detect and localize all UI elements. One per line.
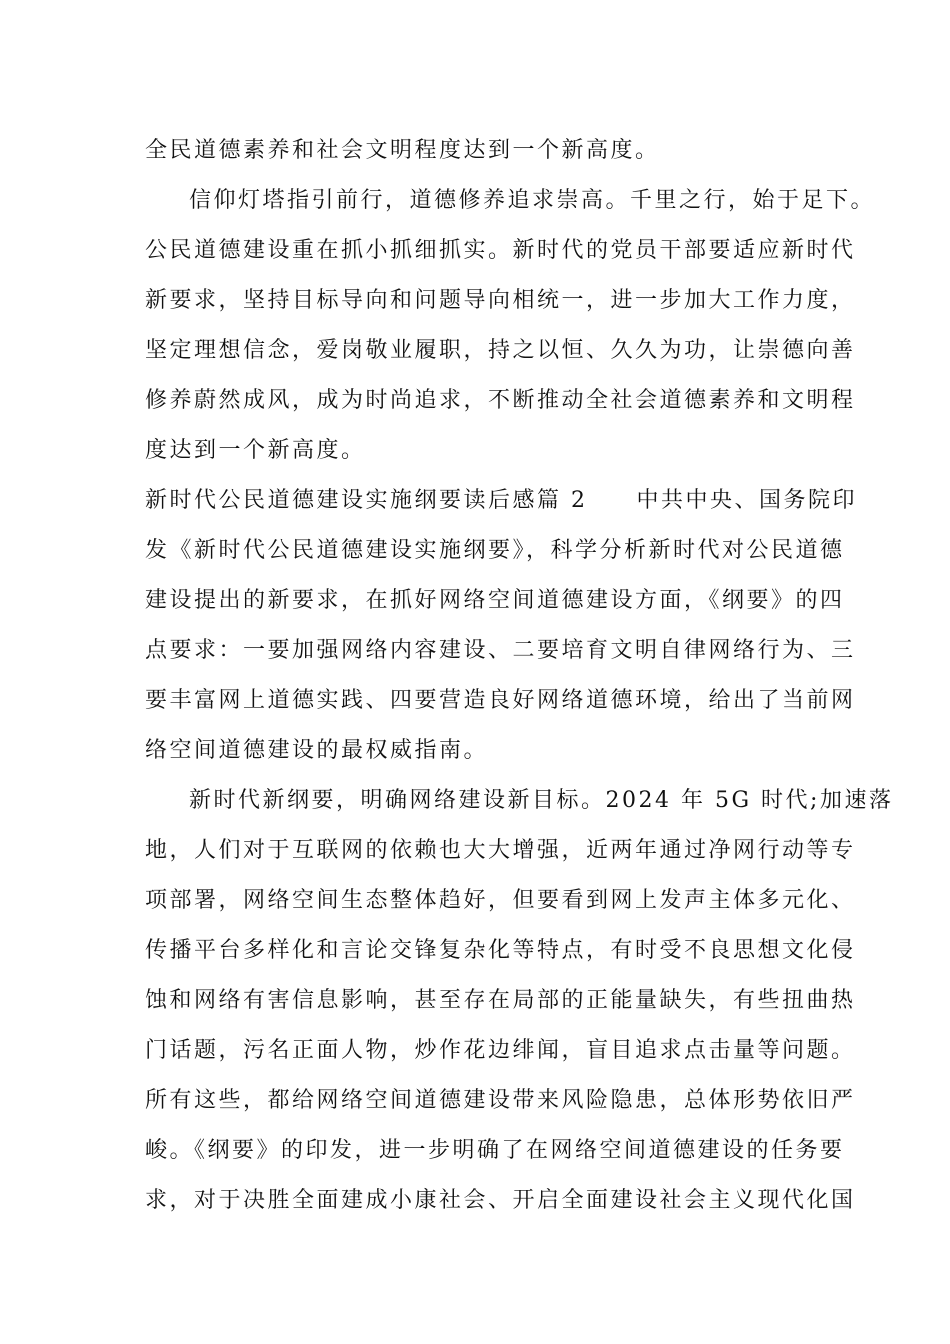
text-line: 坚定理想信念，爱岗敬业履职，持之以恒、久久为功，让崇德向善: [145, 338, 856, 363]
text-line: 发《新时代公民道德建设实施纲要》，科学分析新时代对公民道德: [145, 538, 845, 563]
text-line: 点要求：一要加强网络内容建设、二要培育文明自律网络行为、三: [145, 638, 856, 663]
text-line: 峻。《纲要》的印发，进一步明确了在网络空间道德建设的任务要: [145, 1138, 845, 1163]
text-line: 修养蔚然成风，成为时尚追求，不断推动全社会道德素养和文明程: [145, 388, 856, 413]
paragraph-start-line: 信仰灯塔指引前行，道德修养追求崇高。千里之行，始于足下。: [189, 188, 876, 213]
section-heading-line: 新时代公民道德建设实施纲要读后感篇 2 中共中央、国务院印: [145, 488, 857, 513]
text-line: 所有这些，都给网络空间道德建设带来风险隐患，总体形势依旧严: [145, 1088, 856, 1113]
text-line: 全民道德素养和社会文明程度达到一个新高度。: [145, 138, 660, 163]
text-line: 络空间道德建设的最权威指南。: [145, 738, 489, 763]
text-line: 要丰富网上道德实践、四要营造良好网络道德环境，给出了当前网: [145, 688, 856, 713]
text-line: 建设提出的新要求，在抓好网络空间道德建设方面，《纲要》的四: [145, 588, 845, 613]
text-line: 传播平台多样化和言论交锋复杂化等特点，有时受不良思想文化侵: [145, 938, 856, 963]
text-line: 门话题，污名正面人物，炒作花边绯闻，盲目追求点击量等问题。: [145, 1038, 856, 1063]
text-line: 度达到一个新高度。: [145, 438, 366, 463]
text-line: 蚀和网络有害信息影响，甚至存在局部的正能量缺失，有些扭曲热: [145, 988, 856, 1013]
text-line: 新要求，坚持目标导向和问题导向相统一，进一步加大工作力度，: [145, 288, 856, 313]
text-line: 项部署，网络空间生态整体趋好，但要看到网上发声主体多元化、: [145, 888, 856, 913]
text-line: 地，人们对于互联网的依赖也大大增强，近两年通过净网行动等专: [145, 838, 856, 863]
text-line: 公民道德建设重在抓小抓细抓实。新时代的党员干部要适应新时代: [145, 238, 856, 263]
paragraph-start-line: 新时代新纲要，明确网络建设新目标。2024 年 5G 时代;加速落: [189, 788, 894, 813]
text-line: 求，对于决胜全面建成小康社会、开启全面建设社会主义现代化国: [145, 1188, 856, 1213]
